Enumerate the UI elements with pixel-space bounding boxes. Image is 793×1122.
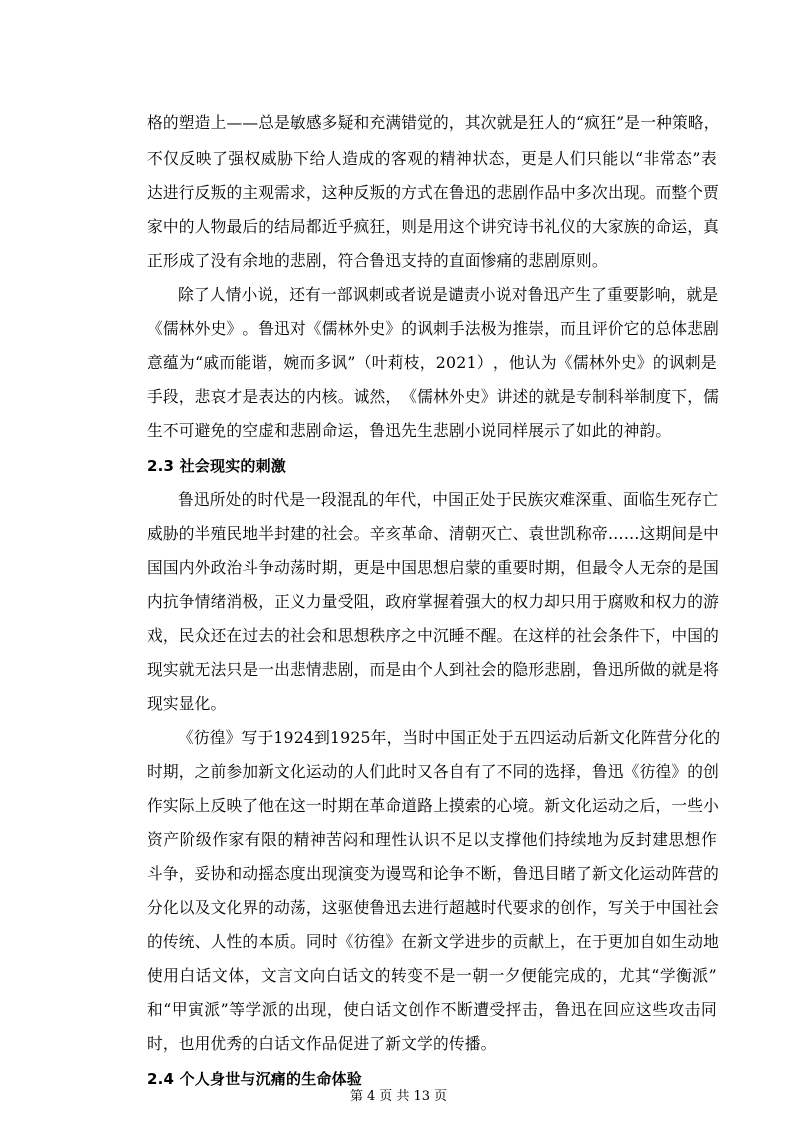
- body-line: 内 抗 争 情 绪 消 极 ， 正 义 力 量 受 阻 ， 政 府 掌 握 着 强 大 的 权 力 却 只 用 于 腐 败 和 权 力 的 游: [147, 592, 720, 611]
- body-line: 格 的 塑 造 上 — — 总 是 敏 感 多 疑 和 充 满 错 觉 的 ， 其 次 就 是 狂 人 的 “ 疯 狂 ” 是 一 种 策 略 ，: [147, 113, 720, 132]
- footer-page-number: 4: [367, 1089, 376, 1104]
- body-line: 斗 争 ， 妥 协 和 动 摇 态 度 出 现 演 变 为 谩 骂 和 论 争 不 断 ， 鲁 迅 目 睹 了 新 文 化 运 动 阵 营 的: [147, 864, 720, 883]
- paragraph-first-line: 除 了 人 情 小 说 ， 还 有 一 部 讽 刺 或 者 说 是 谴 责 小 说 对 鲁 迅 产 生 了 重 要 影 响 ， 就 是: [178, 285, 719, 304]
- body-line: 现 实 就 无 法 只 是 一 出 悲 情 悲 剧 ， 而 是 由 个 人 到 社 会 的 隐 形 悲 剧 ， 鲁 迅 所 做 的 就 是 将: [147, 660, 720, 679]
- section-heading-2-3: 2.3 社会现实的刺激: [147, 457, 286, 475]
- body-line: 分 化 以 及 文 化 界 的 动 荡 ， 这 驱 使 鲁 迅 去 进 行 超 越 时 代 要 求 的 创 作 ， 写 关 于 中 国 社 会: [147, 898, 720, 917]
- body-line: 正形成了没有余地的悲剧，符合鲁迅支持的直面惨痛的悲剧原则。: [147, 251, 608, 270]
- footer-prefix: 第: [350, 1089, 364, 1104]
- footer-total-pages: 13: [413, 1089, 430, 1104]
- body-line: 达 进 行 反 叛 的 主 观 需 求 ， 这 种 反 叛 的 方 式 在 鲁 迅 的 悲 剧 作 品 中 多 次 出 现 。 而 整 个 贾: [147, 183, 720, 202]
- body-line: 意 蕴 为 “ 戚 而 能 谐 ， 婉 而 多 讽 ” （ 叶 莉 枝 ， 2 0 2 1 ） ， 他 认 为 《 儒 林 外 史 》 的 讽 刺 是: [147, 353, 717, 372]
- body-line: 和 “ 甲 寅 派 ” 等 学 派 的 出 现 ， 使 白 话 文 创 作 不 断 遭 受 抨 击 ， 鲁 迅 在 回 应 这 些 攻 击 同: [147, 1000, 717, 1019]
- body-line: 手 段 ， 悲 哀 才 是 表 达 的 内 核 。 诚 然 ， 《 儒 林 外 史 》 讲 述 的 就 是 专 制 科 举 制 度 下 ， 儒: [147, 387, 720, 406]
- body-line: 的 传 统 、 人 性 的 本 质 。 同 时 《 彷 徨 》 在 新 文 学 进 步 的 贡 献 上 ， 在 于 更 加 自 如 生 动 地: [147, 932, 720, 951]
- body-line: 不 仅 反 映 了 强 权 威 胁 下 给 人 造 成 的 客 观 的 精 神 状 态 ， 更 是 人 们 只 能 以 “ 非 常 态 ” 表: [147, 149, 717, 168]
- body-line: 威 胁 的 半 殖 民 地 半 封 建 的 社 会 。 辛 亥 革 命 、 清 朝 灭 亡 、 袁 世 凯 称 帝 … … 这 期 间 是 中: [147, 524, 720, 543]
- body-line: 作 实 际 上 反 映 了 他 在 这 一 时 期 在 革 命 道 路 上 摸 索 的 心 境 。 新 文 化 运 动 之 后 ， 一 些 小: [147, 796, 720, 815]
- footer-middle: 页 共: [379, 1089, 410, 1104]
- paragraph-first-line: 鲁 迅 所 处 的 时 代 是 一 段 混 乱 的 年 代 ， 中 国 正 处 于 民 族 灾 难 深 重 、 面 临 生 死 存 亡: [178, 490, 719, 509]
- body-line: 时，也用优秀的白话文作品促进了新文学的传播。: [147, 1034, 497, 1053]
- body-line: 使 用 白 话 文 体 ， 文 言 文 向 白 话 文 的 转 变 不 是 一 朝 一 夕 便 能 完 成 的 ， 尤 其 “ 学 衡 派 ”: [147, 966, 717, 985]
- body-line: 戏 ， 民 众 还 在 过 去 的 社 会 和 思 想 秩 序 之 中 沉 睡 不 醒 。 在 这 样 的 社 会 条 件 下 ， 中 国 的: [147, 626, 720, 645]
- body-line: 现实显化。: [147, 694, 227, 713]
- footer-suffix: 页: [433, 1089, 447, 1104]
- body-line: 家 中 的 人 物 最 后 的 结 局 都 近 乎 疯 狂 ， 则 是 用 这 个 讲 究 诗 书 礼 仪 的 大 家 族 的 命 运 ， 真: [147, 217, 720, 236]
- body-line: 生不可避免的空虚和悲剧命运，鲁迅先生悲剧小说同样展示了如此的神韵。: [147, 421, 672, 440]
- paragraph-first-line: 《 彷 徨 》 写 于 1 9 2 4 到 1 9 2 5 年 ， 当 时 中 国 正 处 于 五 四 运 动 后 新 文 化 阵 营 分 化 的: [178, 728, 721, 747]
- body-line: 《 儒 林 外 史 》 。 鲁 迅 对 《 儒 林 外 史 》 的 讽 刺 手 法 极 为 推 崇 ， 而 且 评 价 它 的 总 体 悲 剧: [147, 319, 720, 338]
- body-line: 国 国 内 外 政 治 斗 争 动 荡 时 期 ， 更 是 中 国 思 想 启 蒙 的 重 要 时 期 ， 但 最 令 人 无 奈 的 是 国: [147, 558, 720, 577]
- section-heading-2-4: 2.4 个人身世与沉痛的生命体验: [147, 1070, 362, 1088]
- body-line: 时 期 ， 之 前 参 加 新 文 化 运 动 的 人 们 此 时 又 各 自 有 了 不 同 的 选 择 ， 鲁 迅 《 彷 徨 》 的 创: [147, 762, 720, 781]
- body-line: 资 产 阶 级 作 家 有 限 的 精 神 苦 闷 和 理 性 认 识 不 足 以 支 撑 他 们 持 续 地 为 反 封 建 思 想 作: [147, 830, 717, 849]
- page-footer: [0, 1089, 793, 1105]
